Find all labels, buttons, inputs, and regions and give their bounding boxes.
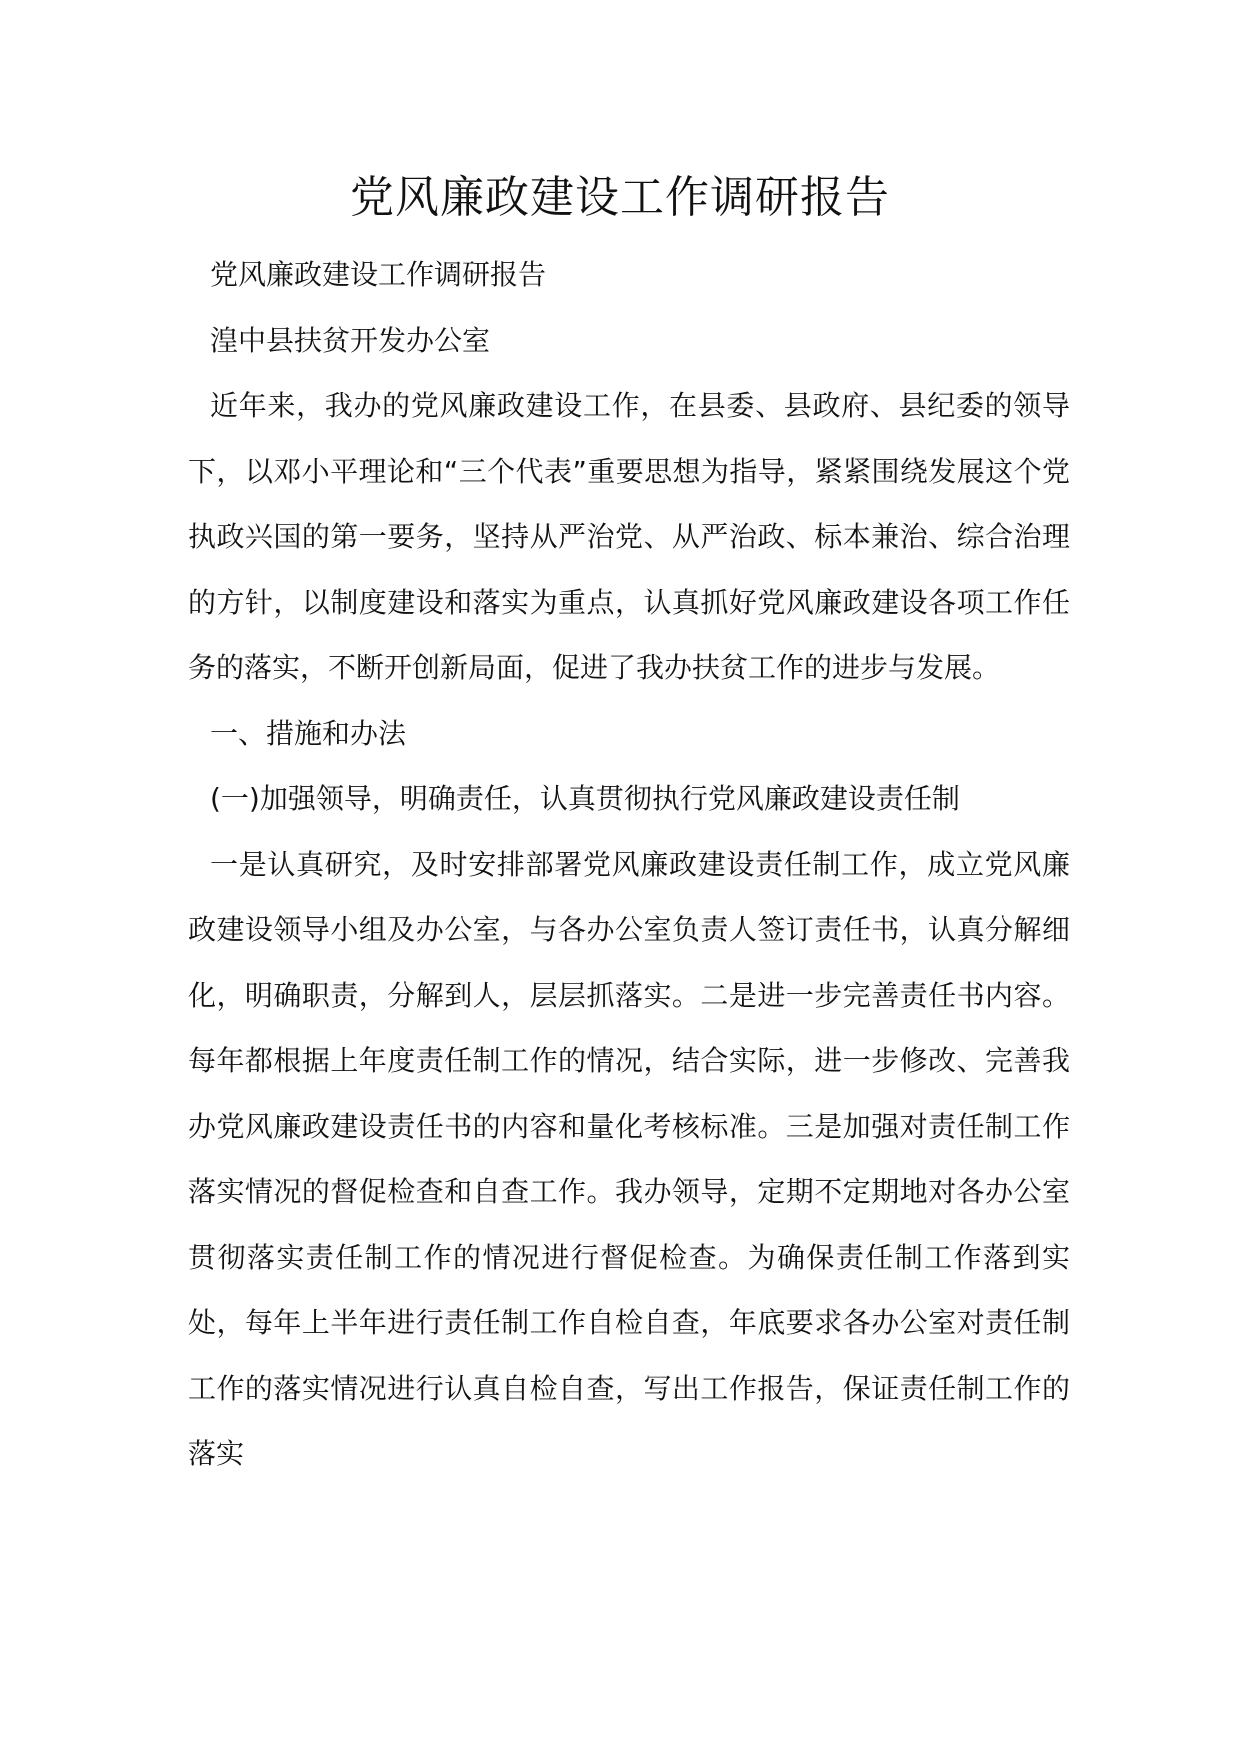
intro-paragraph: 近年来，我办的党风廉政建设工作，在县委、县政府、县纪委的领导下，以邓小平理论和“三个代表”重要思想为指导，紧紧围绕发展这个党执政兴国的第一要务，坚持从严治党、从严治政、标本兼治、综合治理的方针，以制度建设和落实为重点，认真抓好党风廉政建设各项工作任务的落实，不断开创新局面，促进了我办扶贫工作的进步与发展。 bbox=[188, 389, 1070, 684]
document-body bbox=[188, 242, 1070, 1487]
document-title: 党风廉政建设工作调研报告 bbox=[350, 172, 890, 223]
subsection-heading: (一)加强领导，明确责任，认真贯彻执行党风廉政建设责任制 bbox=[210, 782, 960, 815]
body-paragraph: 一是认真研究，及时安排部署党风廉政建设责任制工作，成立党风廉政建设领导小组及办公室，与各办公室负责人签订责任书，认真分解细化，明确职责，分解到人，层层抓落实。二是进一步完善责任书内容。每年都根据上年度责任制工作的情况，结合实际，进一步修改、完善我办党风廉政建设责任书的内容和量化考核标准。三是加强对责任制工作落实情况的督促检查和自查工作。我办领导，定期不定期地对各办公室贯彻落实责任制工作的情况进行督促检查。为确保责任制工作落到实处，每年上半年进行责任制工作自检自查，年底要求各办公室对责任制工作的落实情况进行认真自检自查，写出工作报告，保证责任制工作的落实 bbox=[188, 847, 1070, 1470]
section-heading: 一、措施和办法 bbox=[210, 716, 407, 750]
organization-paragraph: 湟中县扶贫开发办公室 bbox=[210, 323, 491, 357]
subtitle-paragraph: 党风廉政建设工作调研报告 bbox=[210, 258, 547, 291]
